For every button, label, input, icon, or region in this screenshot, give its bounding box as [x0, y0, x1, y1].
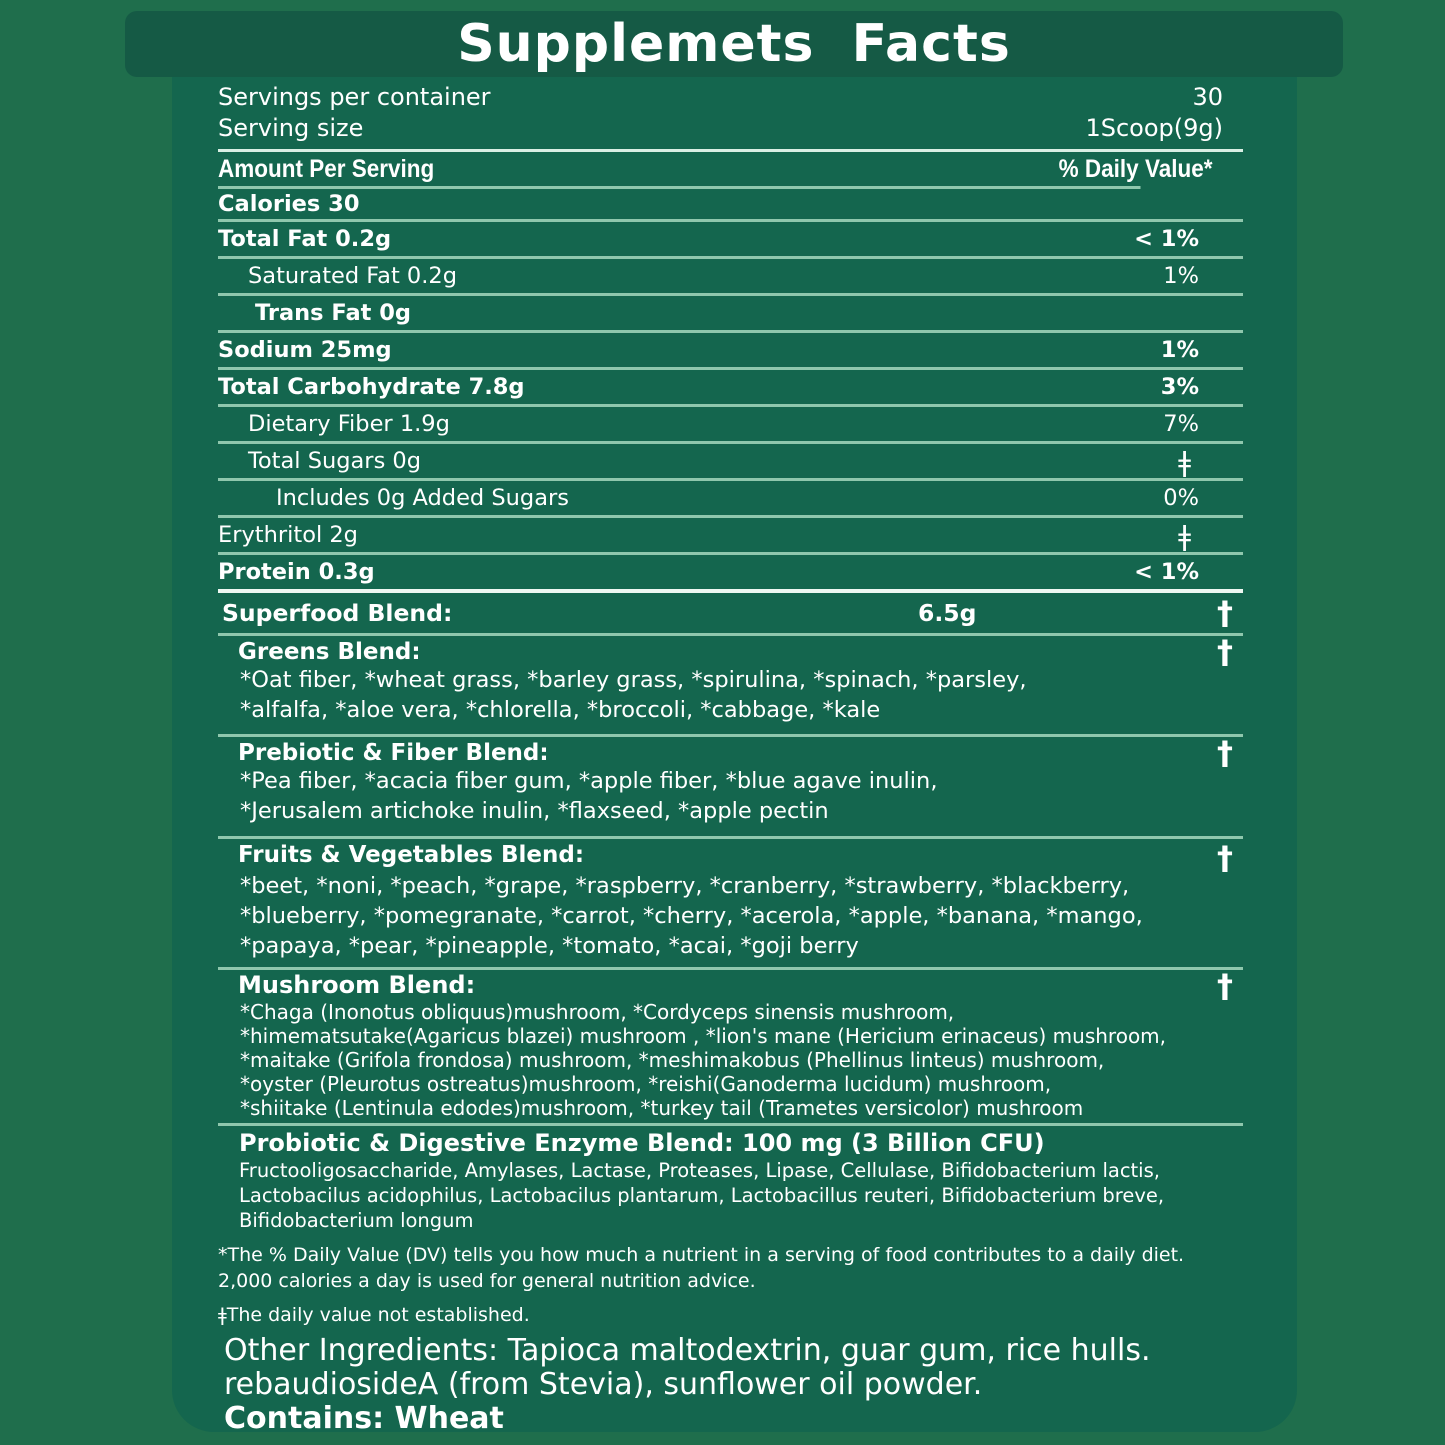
blend-title: Mushroom Blend:: [238, 971, 476, 999]
calories-label: Calories 30: [218, 191, 360, 217]
dagger-mark: †: [1217, 734, 1233, 772]
blend-ingredient-line: *Oat fiber, *wheat grass, *barley grass, *spirulina, *spinach, *parsley,: [240, 667, 1027, 693]
blend-ingredient-line: *maitake (Grifola frondosa) mushroom, *meshimakobus (Phellinus linteus) mushroom,: [240, 1048, 1105, 1072]
dagger-mark: †: [1217, 839, 1233, 877]
nutrient-label: Total Fat 0.2g: [218, 226, 392, 252]
page-title: Supplemets Facts: [457, 14, 1011, 74]
prebiotic-fiber-blend: [218, 734, 1243, 839]
not-established-footnote: ǂThe daily value not established.: [218, 1304, 530, 1326]
nutrient-row: [218, 296, 1243, 333]
daily-value-footnote-2: 2,000 calories a day is used for general nutrition advice.: [218, 1270, 756, 1292]
nutrient-label: Includes 0g Added Sugars: [276, 485, 569, 511]
nutrient-row: [218, 407, 1243, 444]
dagger-mark: †: [1217, 967, 1233, 1005]
blend-ingredient-line: *blueberry, *pomegranate, *carrot, *cherry, *acerola, *apple, *banana, *mango,: [240, 903, 1143, 929]
daily-value-footnote-1: *The % Daily Value (DV) tells you how much a nutrient in a serving of food contributes to a daily diet.: [218, 1244, 1185, 1266]
other-ingredients-line-2: rebaudiosideA (from Stevia), sunflower oil powder.: [224, 1367, 983, 1402]
nutrient-label: Sodium 25mg: [218, 337, 392, 363]
column-header: [218, 152, 1213, 189]
nutrient-label: Protein 0.3g: [218, 559, 375, 585]
blend-ingredient-line: *beet, *noni, *peach, *grape, *raspberry, *cranberry, *strawberry, *blackberry,: [240, 873, 1130, 899]
blend-ingredient-line: Fructooligosaccharide, Amylases, Lactase, Proteases, Lipase, Cellulase, Bifidobacterium lactis,: [239, 1159, 1160, 1182]
blend-ingredient-line: *himematsutake(Agaricus blazei) mushroom , *lion's mane (Hericium erinaceus) mushroom,: [240, 1024, 1167, 1048]
nutrient-value: 3%: [1160, 374, 1199, 400]
servings-per-container-label: Servings per container: [218, 83, 491, 111]
superfood-blend-label: Superfood Blend:: [222, 599, 453, 627]
blend-title: Probiotic & Digestive Enzyme Blend: 100 mg (3 Billion CFU): [239, 1129, 1045, 1157]
nutrient-label: Erythritol 2g: [218, 522, 358, 548]
serving-size-value: 1Scoop(9g): [1085, 114, 1223, 142]
blend-ingredient-line: *Pea fiber, *acacia fiber gum, *apple fiber, *blue agave inulin,: [240, 768, 938, 794]
nutrient-value: < 1%: [1134, 226, 1199, 252]
nutrient-label: Total Carbohydrate 7.8g: [218, 374, 525, 400]
blend-ingredient-line: *Chaga (Inonotus obliquus)mushroom, *Cordyceps sinensis mushroom,: [240, 1000, 955, 1024]
double-dagger-mark: ǂ: [1178, 518, 1191, 552]
nutrient-row: [218, 518, 1243, 555]
nutrient-row: [218, 555, 1243, 593]
nutrient-value: < 1%: [1134, 559, 1199, 585]
blend-ingredient-line: *Jerusalem artichoke inulin, *flaxseed, *apple pectin: [240, 798, 829, 824]
other-ingredients-line-1: Other Ingredients: Tapioca maltodextrin, guar gum, rice hulls.: [224, 1333, 1151, 1368]
daily-value-header: % Daily Value*: [1058, 154, 1213, 183]
nutrient-row: [218, 222, 1243, 259]
nutrient-value: 1%: [1163, 263, 1199, 289]
blend-title: Fruits & Vegetables Blend:: [238, 842, 585, 868]
facts-table: [218, 80, 1243, 1436]
nutrient-row: [218, 259, 1243, 296]
probiotic-enzyme-blend: [218, 1126, 1243, 1233]
serving-size-row: [218, 113, 1243, 144]
nutrient-label: Saturated Fat 0.2g: [248, 263, 457, 289]
nutrient-label: Total Sugars 0g: [248, 448, 422, 474]
servings-per-container-row: [218, 82, 1243, 113]
double-dagger-mark: ǂ: [1178, 444, 1191, 478]
fruits-vegetables-blend: [218, 839, 1243, 970]
superfood-blend-row: [218, 593, 1243, 636]
nutrient-row: [218, 370, 1243, 407]
nutrient-label: Trans Fat 0g: [255, 300, 411, 326]
greens-blend: [218, 633, 1243, 737]
servings-per-container-value: 30: [1192, 83, 1223, 111]
blend-ingredient-line: *oyster (Pleurotus ostreatus)mushroom, *reishi(Ganoderma lucidum) mushroom,: [240, 1072, 1052, 1096]
mushroom-blend: [218, 967, 1243, 1126]
blend-ingredient-line: Lactobacilus acidophilus, Lactobacilus plantarum, Lactobacillus reuteri, Bifidobacterium breve,: [239, 1184, 1165, 1207]
serving-size-label: Serving size: [218, 114, 364, 142]
nutrient-value: 1%: [1160, 337, 1199, 363]
dagger-mark: †: [1217, 633, 1233, 671]
nutrient-value: 0%: [1163, 485, 1199, 511]
title-bar: [125, 11, 1343, 77]
allergen-statement: Contains: Wheat: [224, 1401, 504, 1436]
nutrient-value: 7%: [1163, 411, 1199, 437]
amount-per-serving-header: Amount Per Serving: [218, 154, 435, 183]
nutrient-label: Dietary Fiber 1.9g: [248, 411, 450, 437]
blend-ingredient-line: *alfalfa, *aloe vera, *chlorella, *broccoli, *cabbage, *kale: [240, 697, 881, 723]
blend-ingredient-line: *shiitake (Lentinula edodes)mushroom, *turkey tail (Trametes versicolor) mushroom: [240, 1096, 1084, 1120]
nutrient-row: [218, 333, 1243, 370]
dagger-mark: †: [1217, 594, 1233, 632]
blend-ingredient-line: *papaya, *pear, *pineapple, *tomato, *acai, *goji berry: [240, 933, 859, 959]
nutrient-row: [218, 444, 1243, 481]
calories-row: [218, 189, 1243, 222]
superfood-blend-amount: 6.5g: [918, 599, 977, 627]
blend-ingredient-line: Bifidobacterium longum: [239, 1209, 474, 1232]
blend-title: Greens Blend:: [238, 639, 421, 665]
nutrient-row: [218, 481, 1243, 518]
blend-title: Prebiotic & Fiber Blend:: [238, 740, 549, 766]
